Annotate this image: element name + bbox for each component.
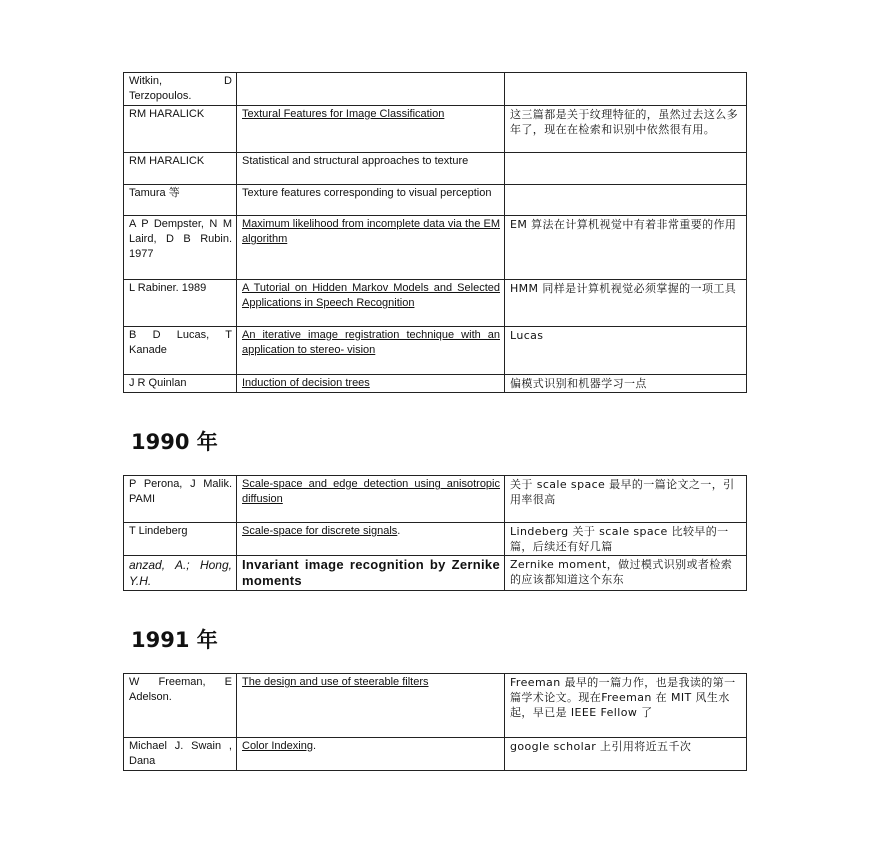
- note-cell: Lindeberg 关于 scale space 比较早的一篇，后续还有好几篇: [505, 523, 747, 556]
- note-cell: 偏模式识别和机器学习一点: [505, 375, 747, 393]
- title-link[interactable]: Scale-space for discrete signals: [242, 525, 398, 537]
- title-link[interactable]: Color Indexing: [242, 740, 313, 752]
- author-cell: Tamura 等: [124, 185, 237, 216]
- title-suffix: .: [312, 740, 316, 752]
- note-cell: EM 算法在计算机视觉中有着非常重要的作用: [505, 216, 747, 280]
- author-cell: B D Lucas, T Kanade: [124, 327, 237, 375]
- table-row: [124, 73, 747, 106]
- table-row: [124, 327, 747, 375]
- section-heading-1990: 1990 年: [131, 430, 218, 454]
- note-cell: 这三篇都是关于纹理特征的，虽然过去这么多年了，现在在检索和识别中依然很有用。: [505, 106, 747, 153]
- note-cell: HMM 同样是计算机视觉必须掌握的一项工具: [505, 280, 747, 327]
- table-row: [124, 216, 747, 280]
- title-cell: [237, 73, 505, 106]
- author-cell: Witkin, D Terzopoulos.: [124, 73, 237, 106]
- author-cell: Michael J. Swain , Dana: [124, 738, 237, 771]
- title-cell: Texture features corresponding to visual perception: [237, 185, 505, 216]
- table-row: [124, 476, 747, 523]
- note-cell: [505, 153, 747, 185]
- section-heading-1991: 1991 年: [131, 628, 218, 652]
- author-cell: RM HARALICK: [124, 153, 237, 185]
- title-link[interactable]: A Tutorial on Hidden Markov Models and Selected Applications in Speech Recognition: [237, 280, 505, 327]
- note-cell: google scholar 上引用将近五千次: [505, 738, 747, 771]
- author-cell: T Lindeberg: [124, 523, 237, 556]
- note-cell: Lucas: [505, 327, 747, 375]
- note-cell: [505, 73, 747, 106]
- title-link[interactable]: The design and use of steerable filters: [237, 674, 505, 738]
- author-cell: A P Dempster, N M Laird, D B Rubin. 1977: [124, 216, 237, 280]
- title-link[interactable]: Scale-space and edge detection using anisotropic diffusion: [237, 476, 505, 523]
- table-row: [124, 556, 747, 591]
- table-row: [124, 523, 747, 556]
- references-table-early: [123, 72, 747, 393]
- title-link[interactable]: Induction of decision trees: [237, 375, 505, 393]
- author-cell: anzad, A.; Hong, Y.H.: [124, 556, 237, 591]
- note-cell: Zernike moment，做过模式识别或者检索的应该都知道这个东东: [505, 556, 747, 591]
- references-table-1991: [123, 673, 747, 771]
- table-row: [124, 153, 747, 185]
- note-cell: [505, 185, 747, 216]
- table-row: [124, 375, 747, 393]
- note-cell: 关于 scale space 最早的一篇论文之一，引用率很高: [505, 476, 747, 523]
- title-cell: Statistical and structural approaches to texture: [237, 153, 505, 185]
- author-cell: W Freeman, E Adelson.: [124, 674, 237, 738]
- author-cell: RM HARALICK: [124, 106, 237, 153]
- table-row: [124, 674, 747, 738]
- title-cell: [237, 738, 505, 771]
- title-cell: [237, 523, 505, 556]
- author-cell: J R Quinlan: [124, 375, 237, 393]
- table-row: [124, 280, 747, 327]
- title-cell: Invariant image recognition by Zernike moments: [237, 556, 505, 591]
- table-row: [124, 738, 747, 771]
- author-cell: P Perona, J Malik. PAMI: [124, 476, 237, 523]
- references-table-1990: [123, 475, 747, 591]
- table-row: [124, 106, 747, 153]
- table-row: [124, 185, 747, 216]
- title-link[interactable]: An iterative image registration technique with an application to stereo- vision: [237, 327, 505, 375]
- author-cell: L Rabiner. 1989: [124, 280, 237, 327]
- title-link[interactable]: Textural Features for Image Classification: [237, 106, 505, 153]
- title-link[interactable]: Maximum likelihood from incomplete data via the EM algorithm: [237, 216, 505, 280]
- title-suffix: .: [397, 525, 401, 537]
- note-cell: Freeman 最早的一篇力作，也是我读的第一篇学术论文。现在Freeman 在 MIT 风生水起，早已是 IEEE Fellow 了: [505, 674, 747, 738]
